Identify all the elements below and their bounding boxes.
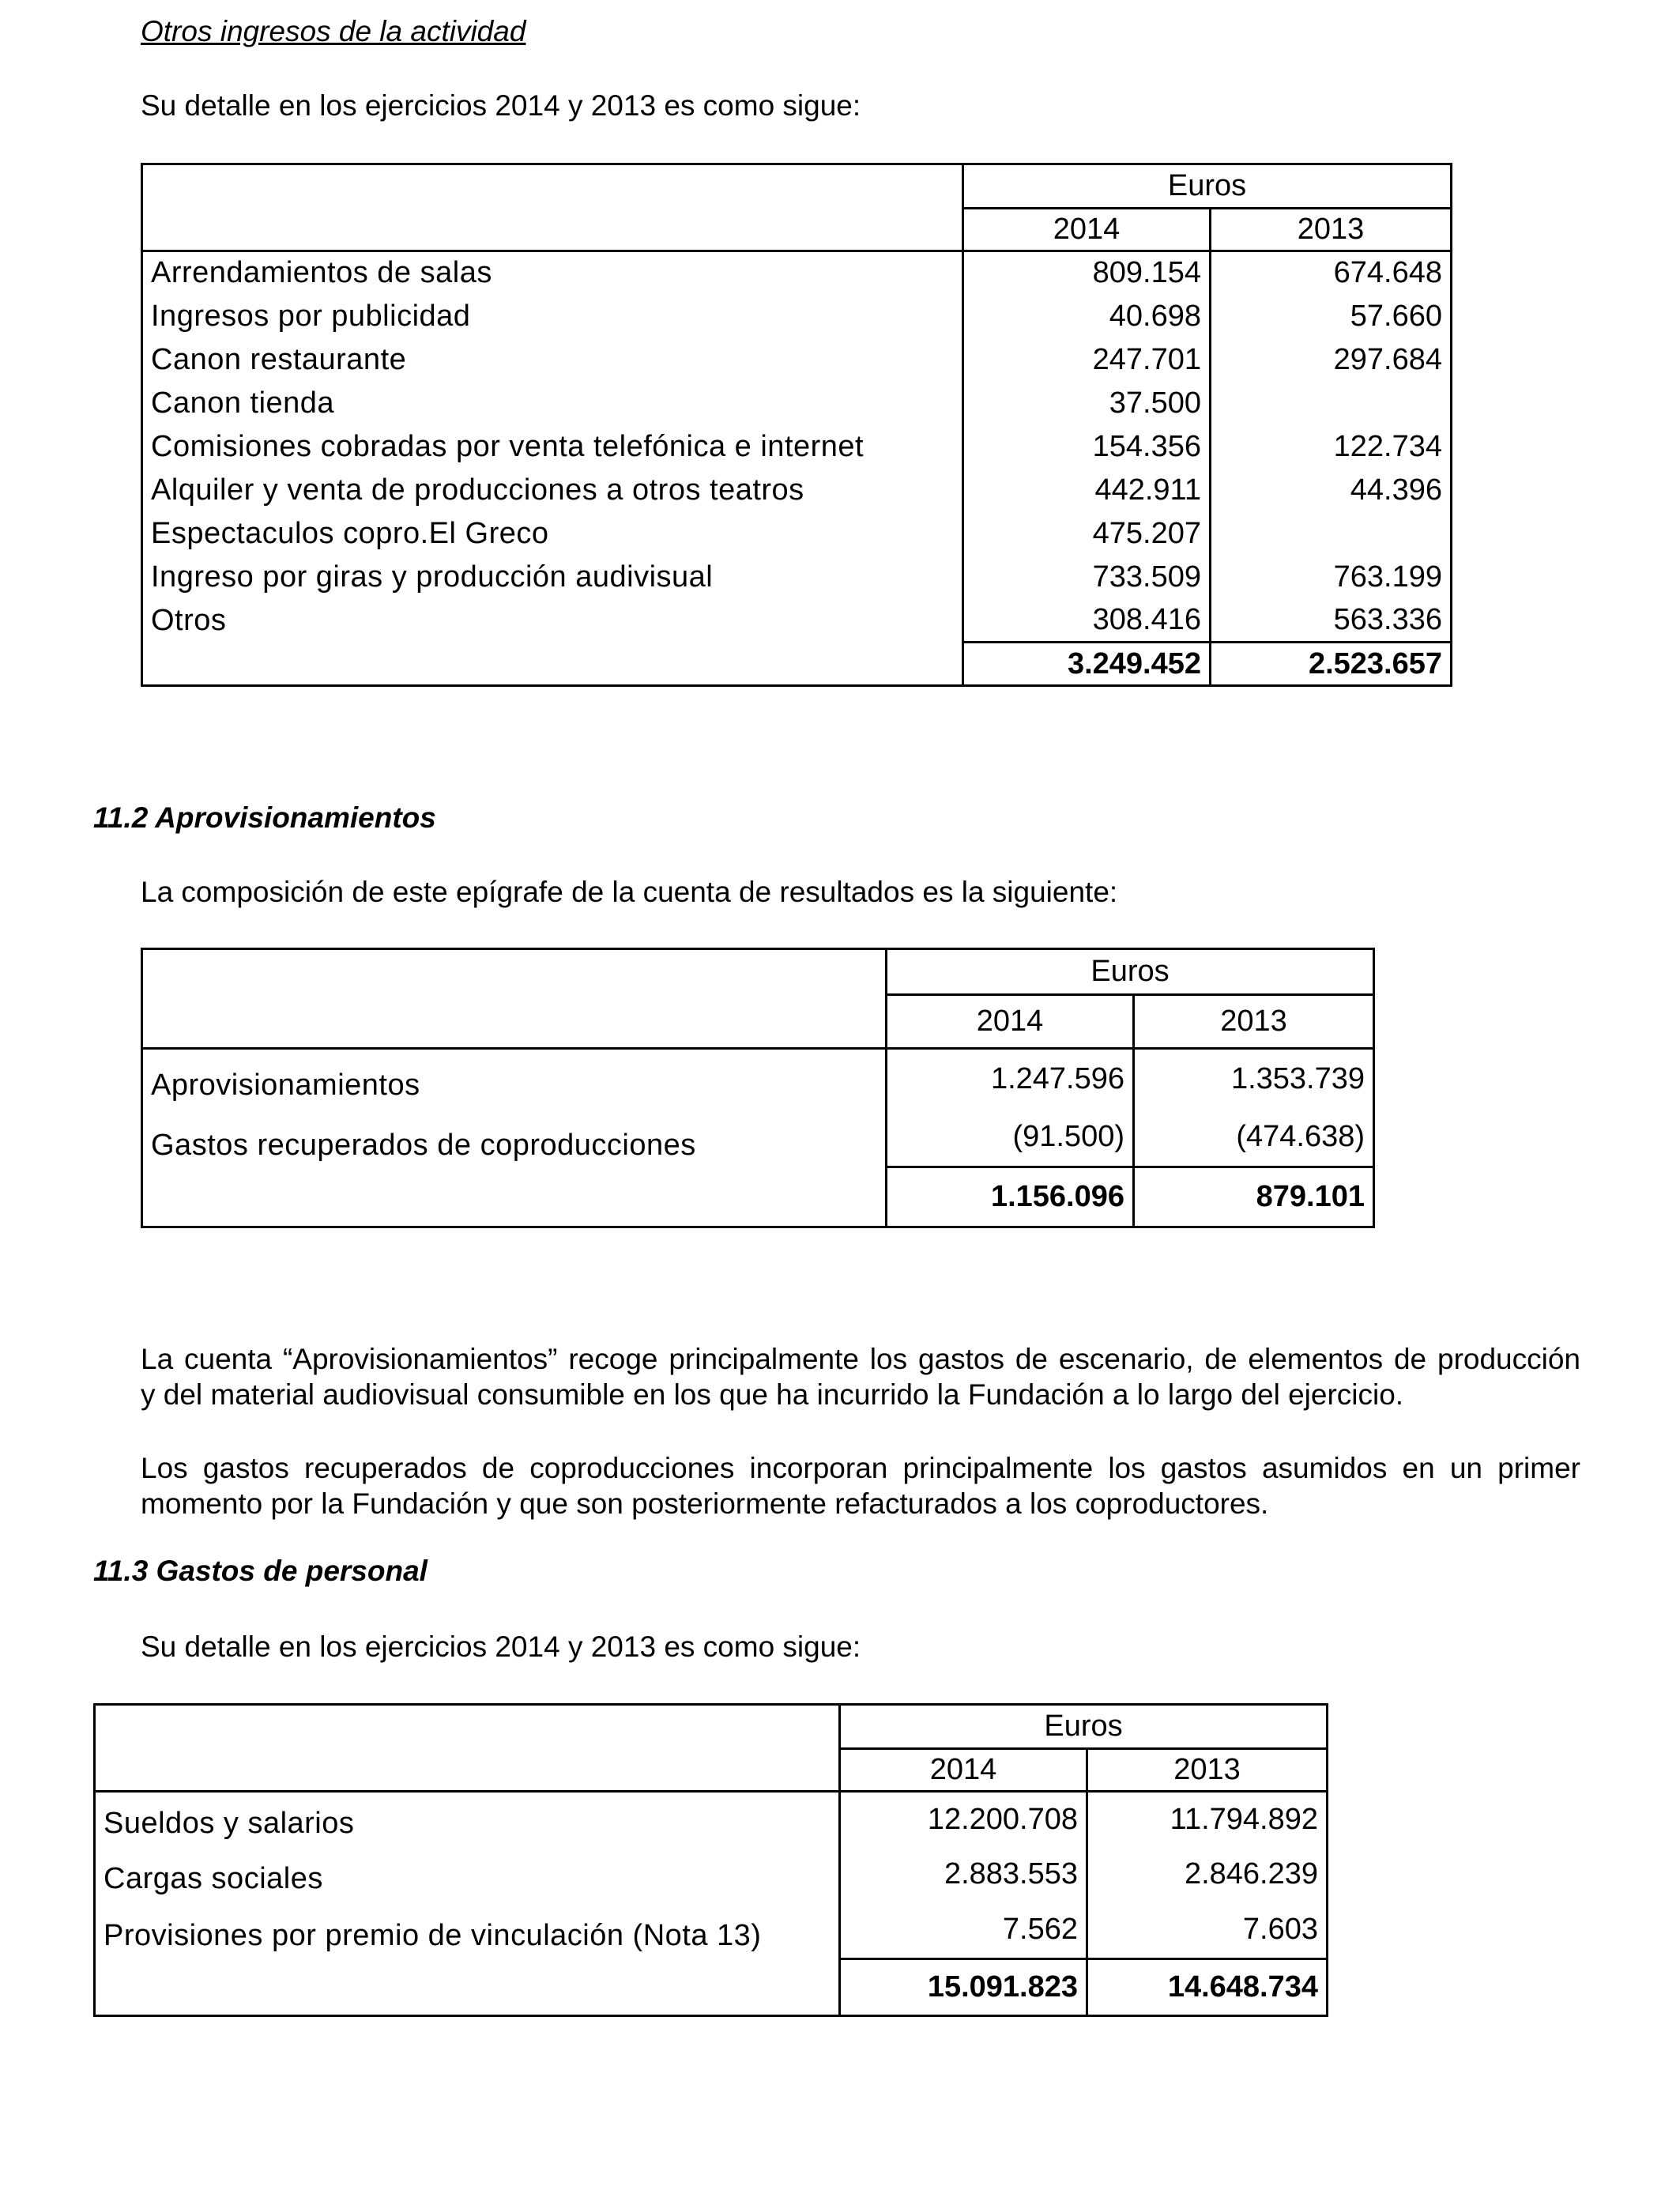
section-title-otros-ingresos: Otros ingresos de la actividad <box>141 15 526 47</box>
value-2014: 40.698 <box>963 295 1211 338</box>
heading-gastos-personal: 11.3 Gastos de personal <box>93 1555 428 1587</box>
value-2013: 122.734 <box>1211 425 1452 469</box>
value-2013: 563.336 <box>1211 599 1452 643</box>
total-row <box>142 643 1452 686</box>
aprov-intro-text: La composición de este epígrafe de la cuenta de resultados es la siguiente: <box>141 876 1118 908</box>
euros-header: Euros <box>963 164 1452 209</box>
value-2014: 37.500 <box>963 382 1211 425</box>
otros-ingresos-table <box>141 163 1452 687</box>
table-row <box>95 1792 1328 1847</box>
gastos-personal-table <box>93 1703 1328 2017</box>
row-label: Aprovisionamientos <box>142 1049 887 1109</box>
value-2013 <box>1211 512 1452 556</box>
value-2014: 809.154 <box>963 251 1211 295</box>
row-label: Gastos recuperados de coproducciones <box>142 1109 887 1167</box>
table-row <box>142 1049 1374 1109</box>
row-label: Canon tienda <box>142 382 963 425</box>
table-row <box>142 251 1452 295</box>
total-row <box>95 1959 1328 2016</box>
value-2013: 44.396 <box>1211 469 1452 512</box>
heading-aprovisionamientos: 11.2 Aprovisionamientos <box>93 801 436 834</box>
total-2013: 14.648.734 <box>1087 1959 1328 2016</box>
year-2013-header: 2013 <box>1134 995 1374 1049</box>
euros-header: Euros <box>840 1705 1328 1749</box>
table-row <box>142 1109 1374 1167</box>
total-2013: 879.101 <box>1134 1167 1374 1227</box>
row-label: Canon restaurante <box>142 338 963 382</box>
paragraph-line: Los gastos recuperados de coproducciones incorporan principalmente los gastos asumidos en un primer <box>141 1452 1580 1484</box>
value-2014: 7.562 <box>840 1902 1087 1959</box>
table-row <box>142 295 1452 338</box>
total-2014: 3.249.452 <box>963 643 1211 686</box>
table-row <box>142 469 1452 512</box>
value-2014: (91.500) <box>887 1109 1134 1167</box>
table-row <box>142 382 1452 425</box>
year-2014-header: 2014 <box>887 995 1134 1049</box>
total-2014: 1.156.096 <box>887 1167 1134 1227</box>
value-2014: 247.701 <box>963 338 1211 382</box>
total-label-empty <box>95 1959 840 2016</box>
value-2014: 154.356 <box>963 425 1211 469</box>
table-row <box>142 338 1452 382</box>
row-label: Comisiones cobradas por venta telefónica e internet <box>142 425 963 469</box>
year-2013-header: 2013 <box>1211 209 1452 251</box>
value-2014: 475.207 <box>963 512 1211 556</box>
table-row <box>95 1847 1328 1902</box>
table-corner <box>142 949 887 1049</box>
value-2014: 442.911 <box>963 469 1211 512</box>
row-label: Ingreso por giras y producción audivisual <box>142 556 963 599</box>
value-2013: 763.199 <box>1211 556 1452 599</box>
total-2014: 15.091.823 <box>840 1959 1087 2016</box>
table-row <box>142 512 1452 556</box>
value-2014: 2.883.553 <box>840 1847 1087 1902</box>
value-2013: 1.353.739 <box>1134 1049 1374 1109</box>
total-row <box>142 1167 1374 1227</box>
total-label-empty <box>142 1167 887 1227</box>
value-2013: 674.648 <box>1211 251 1452 295</box>
value-2013: 2.846.239 <box>1087 1847 1328 1902</box>
total-label-empty <box>142 643 963 686</box>
value-2014: 733.509 <box>963 556 1211 599</box>
row-label: Sueldos y salarios <box>95 1792 840 1847</box>
value-2014: 1.247.596 <box>887 1049 1134 1109</box>
value-2013: 7.603 <box>1087 1902 1328 1959</box>
value-2014: 12.200.708 <box>840 1792 1087 1847</box>
value-2013: 57.660 <box>1211 295 1452 338</box>
value-2013 <box>1211 382 1452 425</box>
table-row <box>142 425 1452 469</box>
row-label: Arrendamientos de salas <box>142 251 963 295</box>
row-label: Provisiones por premio de vinculación (Nota 13) <box>95 1902 840 1959</box>
value-2013: 11.794.892 <box>1087 1792 1328 1847</box>
table-row <box>95 1902 1328 1959</box>
row-label: Cargas sociales <box>95 1847 840 1902</box>
aprovisionamientos-table <box>141 948 1375 1228</box>
value-2013: 297.684 <box>1211 338 1452 382</box>
paragraph-line: La cuenta “Aprovisionamientos” recoge principalmente los gastos de escenario, de elementos de producción <box>141 1343 1580 1375</box>
row-label: Ingresos por publicidad <box>142 295 963 338</box>
year-2014-header: 2014 <box>840 1749 1087 1792</box>
paragraph-line: y del material audiovisual consumible en los que ha incurrido la Fundación a lo largo del ejercicio. <box>141 1378 1404 1411</box>
year-2014-header: 2014 <box>963 209 1211 251</box>
row-label: Otros <box>142 599 963 643</box>
table-corner <box>95 1705 840 1792</box>
value-2014: 308.416 <box>963 599 1211 643</box>
table-row <box>142 556 1452 599</box>
euros-header: Euros <box>887 949 1374 995</box>
table-corner <box>142 164 963 251</box>
value-2013: (474.638) <box>1134 1109 1374 1167</box>
paragraph-line: momento por la Fundación y que son posteriormente refacturados a los coproductores. <box>141 1487 1269 1520</box>
otros-intro-text: Su detalle en los ejercicios 2014 y 2013 es como sigue: <box>141 89 861 122</box>
row-label: Espectaculos copro.El Greco <box>142 512 963 556</box>
aprov-paragraph-2 <box>141 1450 1580 1521</box>
total-2013: 2.523.657 <box>1211 643 1452 686</box>
aprov-paragraph-1 <box>141 1341 1580 1412</box>
table-row <box>142 599 1452 643</box>
year-2013-header: 2013 <box>1087 1749 1328 1792</box>
row-label: Alquiler y venta de producciones a otros teatros <box>142 469 963 512</box>
personal-intro-text: Su detalle en los ejercicios 2014 y 2013 es como sigue: <box>141 1630 861 1663</box>
